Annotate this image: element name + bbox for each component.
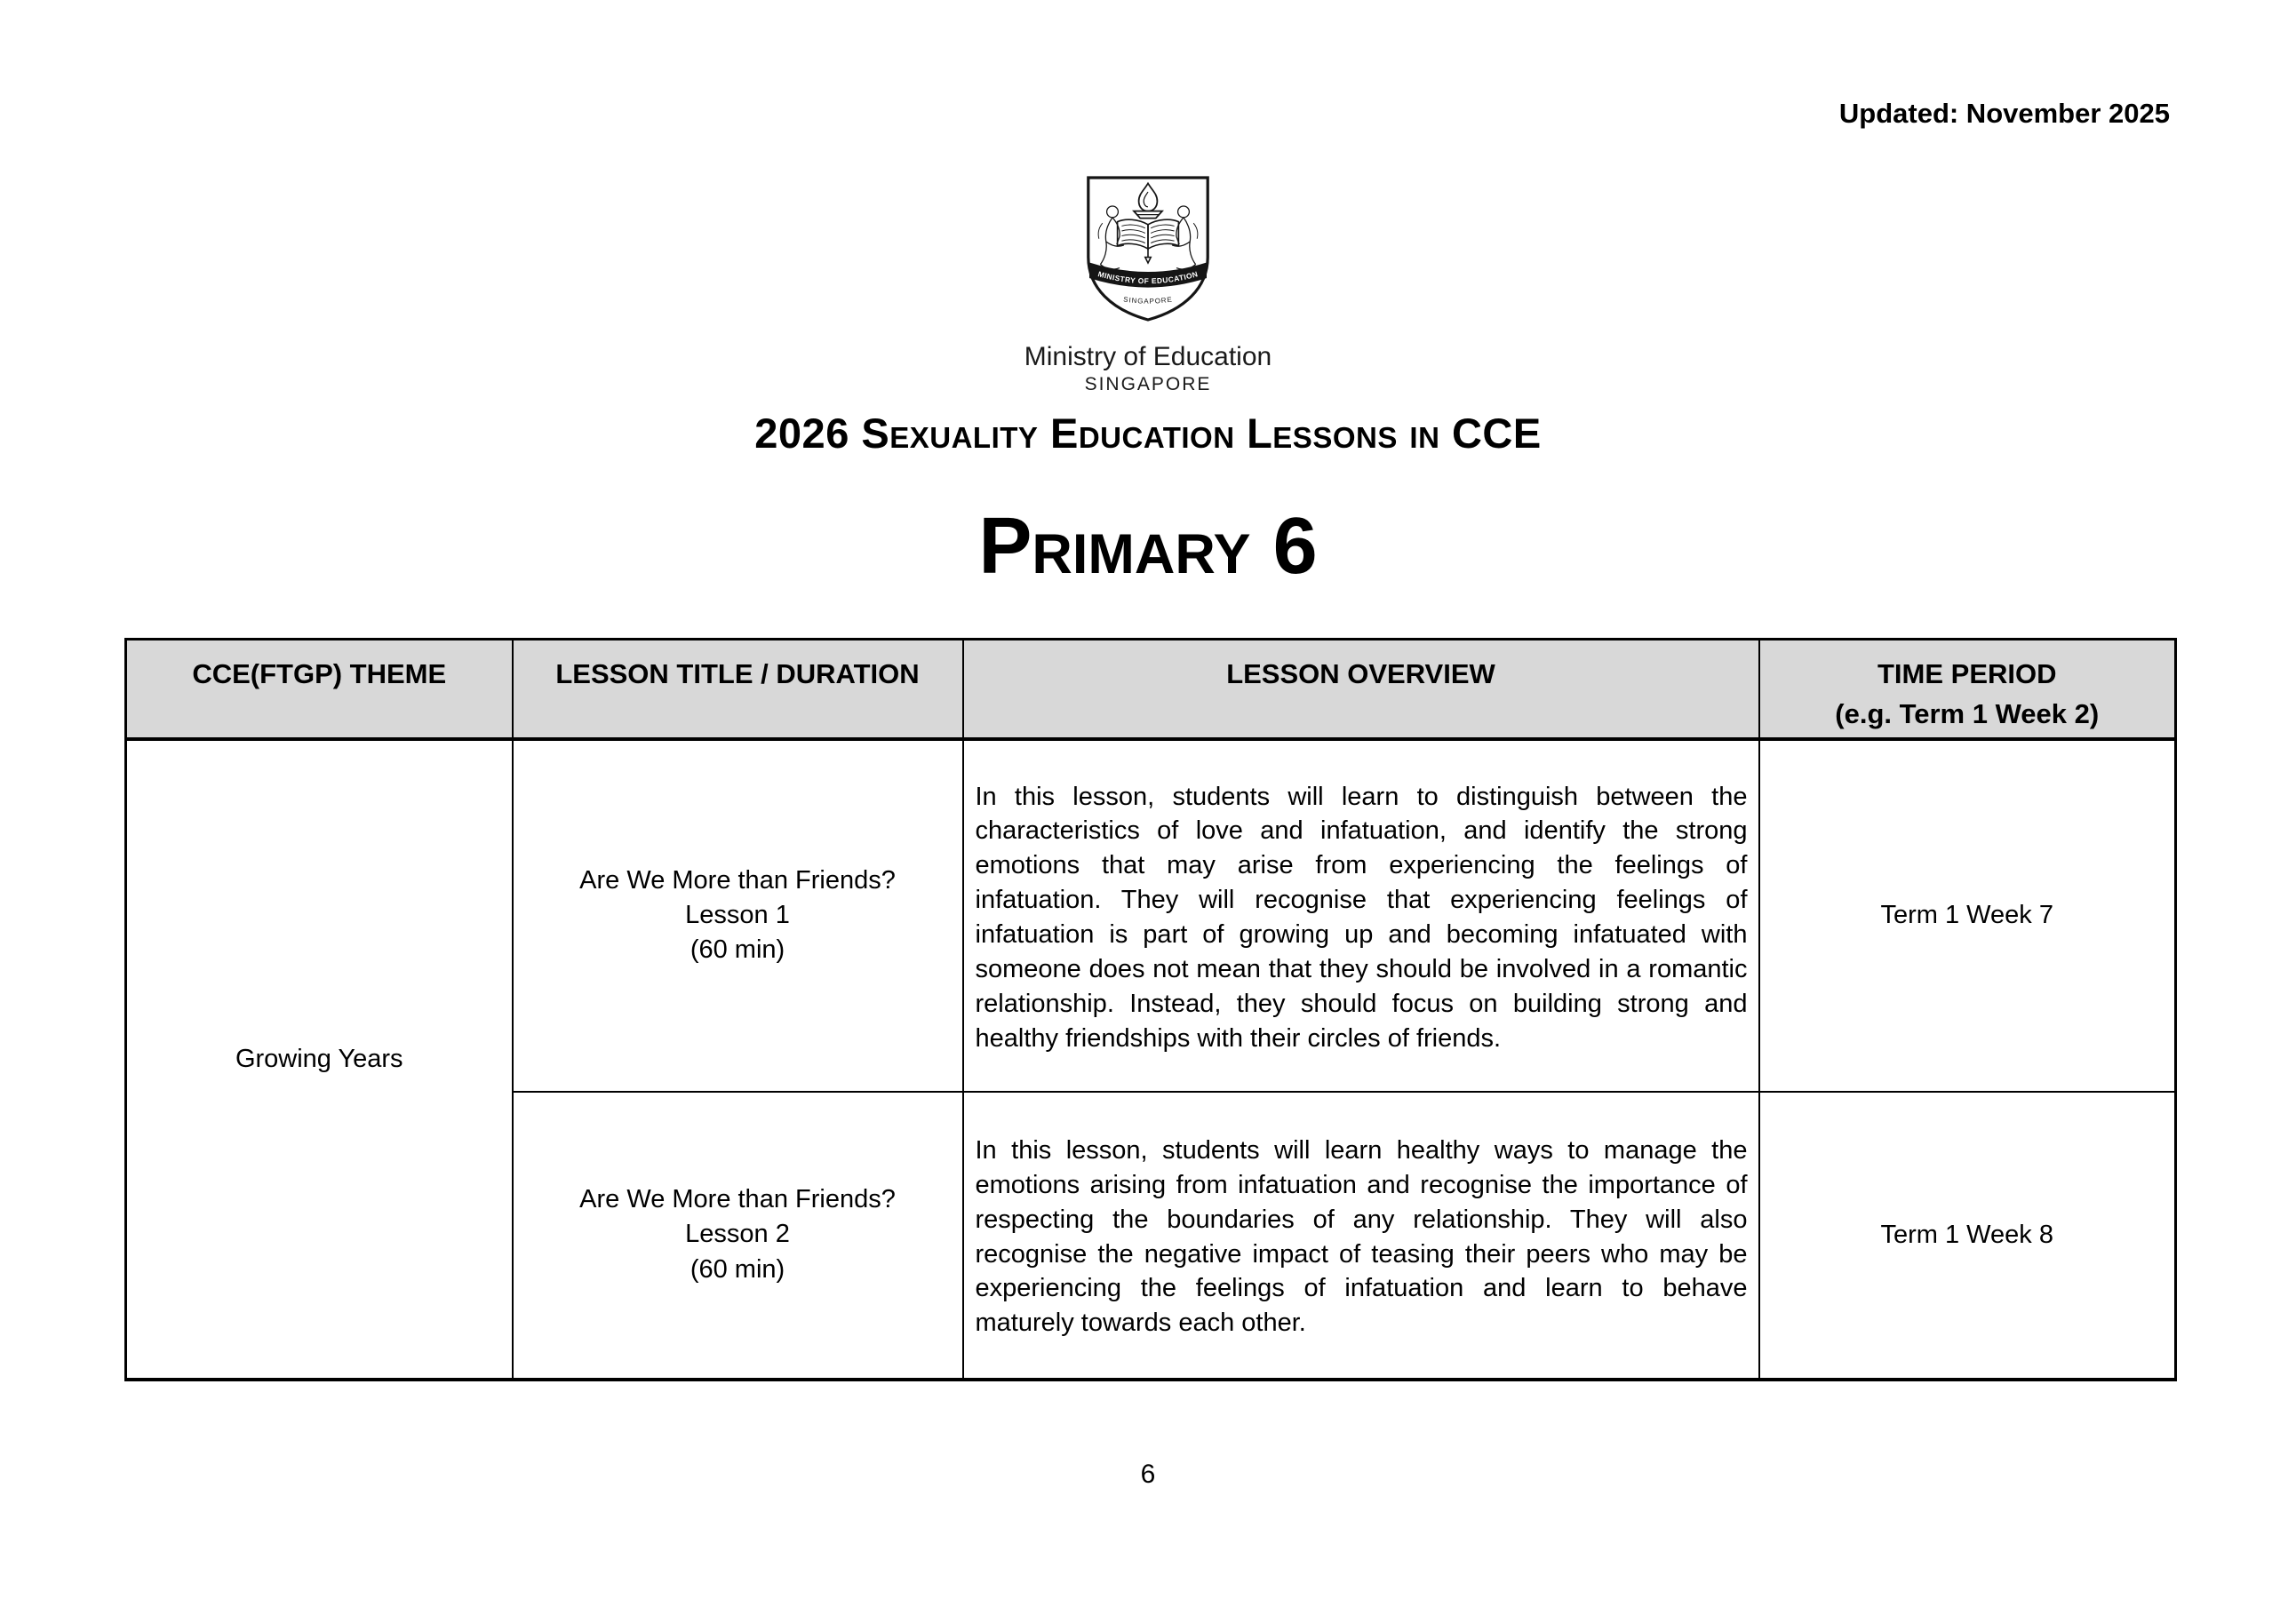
table-header-row [126, 640, 2176, 739]
lessons-table [124, 638, 2177, 1381]
header-lesson-title: LESSON TITLE / DURATION [513, 640, 963, 739]
header-time-period-line1: TIME PERIOD [1877, 658, 2057, 689]
moe-crest [0, 173, 2296, 329]
updated-date: Updated: November 2025 [1838, 98, 2170, 129]
page-number: 6 [1140, 1460, 1156, 1489]
ministry-name: Ministry of Education [1024, 342, 1272, 371]
lesson-duration: (60 min) [690, 1254, 785, 1284]
lesson-title: Are We More than Friends? [579, 865, 896, 895]
header-theme: CCE(FTGP) THEME [126, 640, 513, 739]
header-time-period-line2: (e.g. Term 1 Week 2) [1835, 697, 2100, 729]
ministry-country: SINGAPORE [1084, 374, 1212, 394]
lesson-number: Lesson 1 [685, 900, 790, 929]
time-period-cell: Term 1 Week 7 [1759, 739, 2176, 1092]
time-period-cell: Term 1 Week 8 [1759, 1092, 2176, 1380]
lesson-title: Are We More than Friends? [579, 1185, 896, 1214]
lesson-title-cell [513, 1092, 963, 1380]
header-time-period [1759, 640, 2176, 739]
theme-cell: Growing Years [126, 739, 513, 1380]
lesson-number: Lesson 2 [685, 1220, 790, 1249]
moe-crest-icon [1077, 173, 1219, 324]
level-title: Primary 6 [978, 502, 1318, 591]
lesson-overview-cell: In this lesson, students will learn to distinguish between the characteristics of love and infatuation, and identify the strong emotions that may arise from experiencing the feelings of infatuation. They will recognise that experiencing feelings of infatuation is part of growing up and becoming infatuated with someone does not mean that they should be involved in a romantic relationship. Instead, they should focus on building strong and healthy friendships with their circles of friends. [963, 739, 1759, 1092]
lesson-overview-cell: In this lesson, students will learn healthy ways to manage the emotions arising from infatuation and recognise the importance of respecting the boundaries of any relationship. They will also recognise the negative impact of teasing their peers who may be experiencing the feelings of infatuation and learn to behave maturely towards each other. [963, 1092, 1759, 1380]
header-overview: LESSON OVERVIEW [963, 640, 1759, 739]
lesson-title-cell [513, 739, 963, 1092]
crest-banner-text: MINISTRY OF EDUCATION [1096, 269, 1200, 286]
crest-singapore-text: SINGAPORE [1122, 295, 1174, 306]
lesson-duration: (60 min) [690, 935, 785, 965]
table-row [126, 739, 2176, 1092]
document-title: 2026 Sexuality Education Lessons in CCE [754, 410, 1542, 457]
